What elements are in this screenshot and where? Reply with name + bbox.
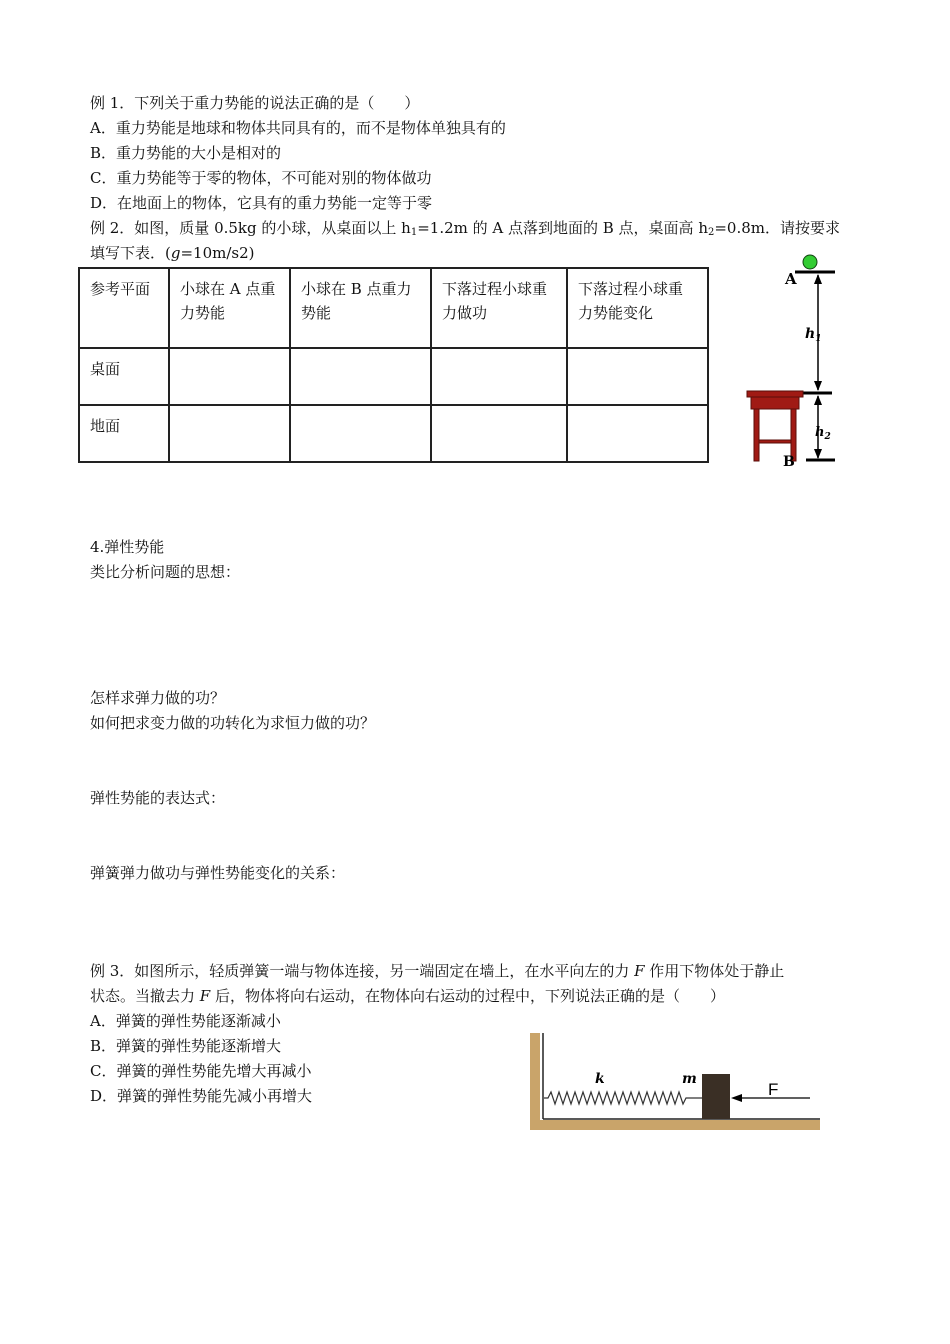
h2-arrow-down [814, 449, 822, 459]
label-h2: $h_2$ [815, 425, 831, 442]
example1-question: 例 1．下列关于重力势能的说法正确的是（ ） [90, 94, 420, 112]
section4-title: 4.弹性势能 [90, 538, 165, 556]
table-cell [169, 348, 290, 405]
table-row [79, 405, 708, 462]
example1-option-d: D．在地面上的物体，它具有的重力势能一定等于零 [90, 194, 433, 212]
h2-arrow-up [814, 395, 822, 405]
table-header-cell: 下落过程小球重力势能变化 [567, 268, 708, 348]
table-cell [567, 405, 708, 462]
spring-block-figure [510, 1025, 850, 1155]
label-k: k [595, 1071, 605, 1087]
force-arrow-head [731, 1094, 742, 1102]
ground [530, 1120, 820, 1130]
label-a: A [785, 270, 797, 288]
example2-question-line2: 填写下表．(g=10m/s2) [90, 244, 255, 262]
section4-q1: 怎样求弹力做的功？ [90, 689, 226, 707]
table-header-cell: 小球在 B 点重力势能 [290, 268, 431, 348]
label-b: B [783, 454, 795, 470]
h1-arrow-up [814, 274, 822, 284]
label-m: m [682, 1071, 697, 1087]
label-h1: $h_1$ [805, 326, 822, 344]
example3-question-line1: 例 3．如图所示，轻质弹簧一端与物体连接，另一端固定在墙上，在水平向左的力 F 作用下物体处于静止 [90, 962, 785, 980]
table-header-cell: 参考平面 [79, 268, 169, 348]
table-cell [169, 405, 290, 462]
table-header-cell: 下落过程小球重力做功 [431, 268, 567, 348]
example3-option-c: C．弹簧的弹性势能先增大再减小 [90, 1062, 312, 1080]
example3-option-a: A．弹簧的弹性势能逐渐减小 [90, 1012, 281, 1030]
block [702, 1074, 730, 1119]
spring [544, 1092, 702, 1104]
table-row [79, 348, 708, 405]
example1-option-c: C．重力势能等于零的物体，不可能对别的物体做功 [90, 169, 432, 187]
falling-ball-figure [740, 250, 850, 475]
table-cell [431, 405, 567, 462]
example1-option-a: A．重力势能是地球和物体共同具有的，而不是物体单独具有的 [90, 119, 506, 137]
table-cell [290, 405, 431, 462]
table-header-cell: 小球在 A 点重力势能 [169, 268, 290, 348]
table-cell: 地面 [79, 405, 169, 462]
table-furniture-icon [747, 391, 803, 461]
example3-question-line2: 状态。当撤去力 F 后，物体将向右运动，在物体向右运动的过程中，下列说法正确的是（ ） [90, 987, 725, 1005]
section4-q2: 如何把求变力做的功转化为求恒力做的功？ [90, 714, 376, 732]
section4-expression: 弹性势能的表达式： [90, 789, 226, 807]
table-cell [567, 348, 708, 405]
table-cell [290, 348, 431, 405]
table-cell [431, 348, 567, 405]
section4-analogy: 类比分析问题的思想： [90, 563, 241, 581]
h1-arrow-down [814, 381, 822, 391]
example3-option-b: B．弹簧的弹性势能逐渐增大 [90, 1037, 282, 1055]
example1-option-b: B．重力势能的大小是相对的 [90, 144, 282, 162]
table-cell: 桌面 [79, 348, 169, 405]
example2-question-line1: 例 2．如图，质量 0.5kg 的小球，从桌面以上 $h_1=1.2m$ 的 A 点落到地面的 B 点，桌面高 $h_2=0.8m$．请按要求 [90, 219, 841, 238]
ball-icon [803, 255, 817, 269]
energy-table [78, 267, 709, 463]
example3-option-d: D．弹簧的弹性势能先减小再增大 [90, 1087, 313, 1105]
table-header-row [79, 268, 708, 348]
label-f: F [768, 1080, 779, 1099]
section4-relation: 弹簧弹力做功与弹性势能变化的关系： [90, 864, 346, 882]
wall [530, 1033, 540, 1125]
